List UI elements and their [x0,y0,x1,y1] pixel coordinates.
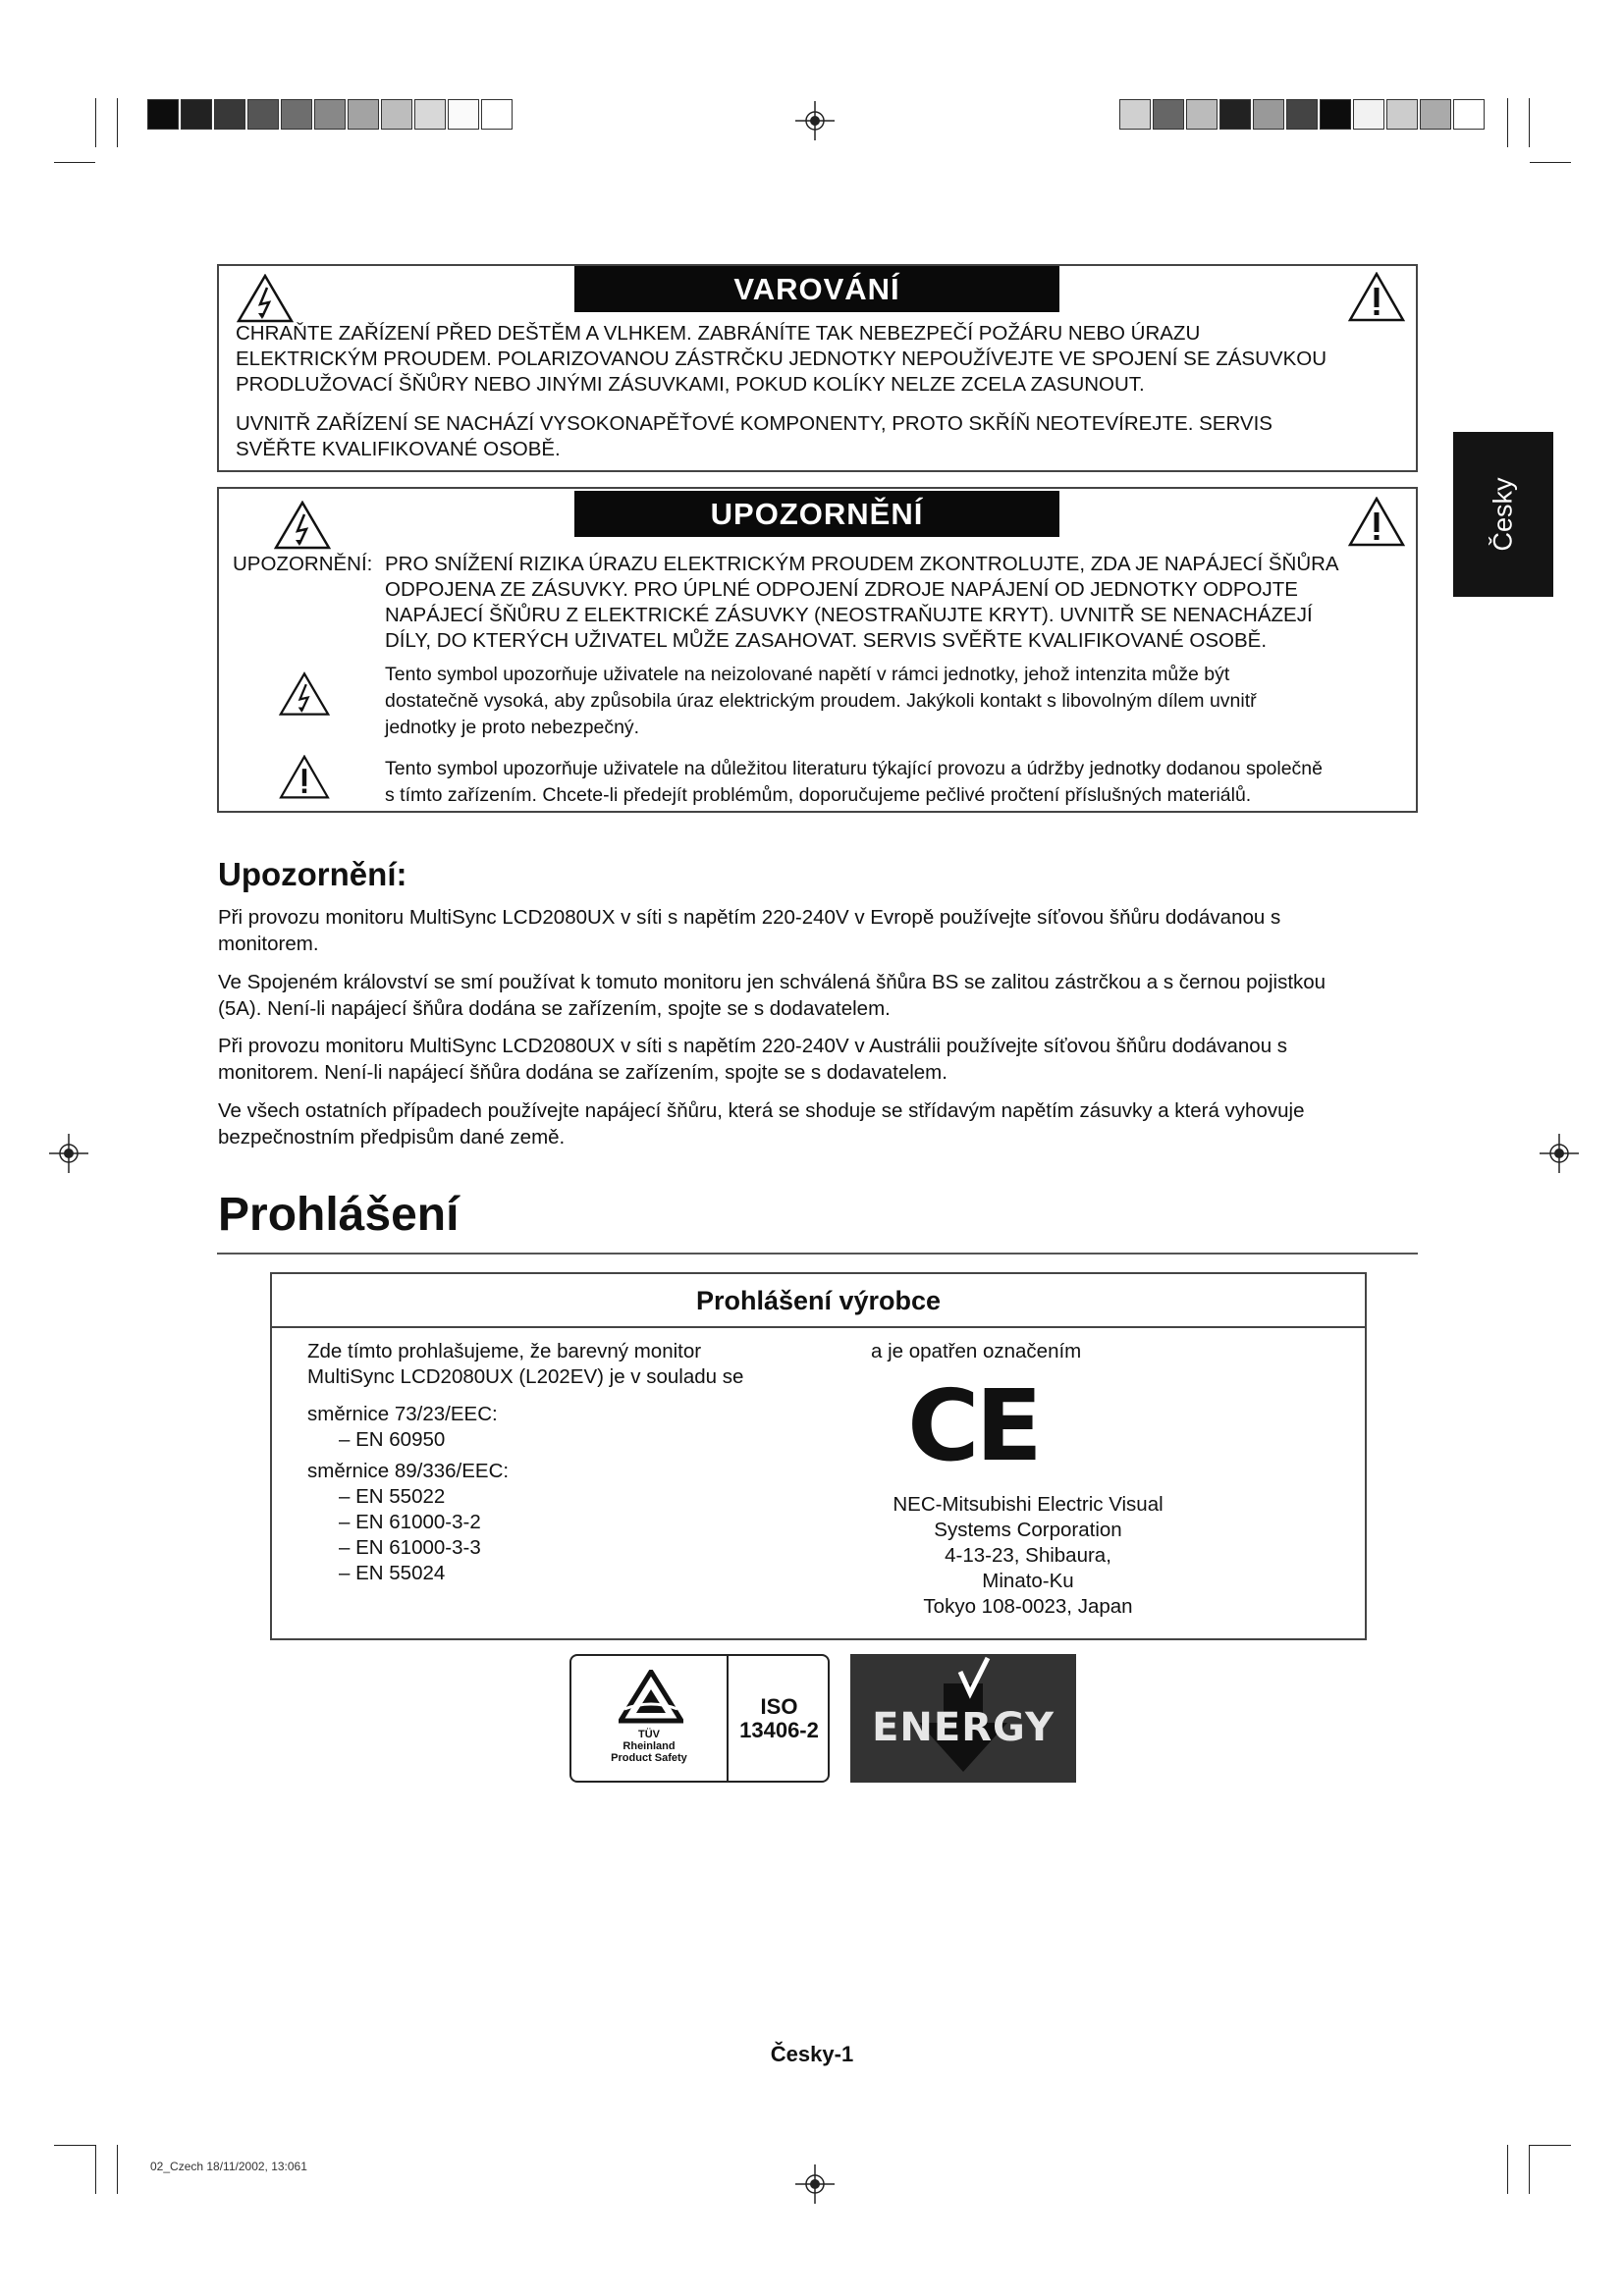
tuv-triangle-icon [619,1670,683,1725]
declaration-heading: Prohlášení [218,1189,460,1241]
warning-text: CHRAŇTE ZAŘÍZENÍ PŘED DEŠTĚM A VLHKEM. ZABRÁNÍTE TAK NEBEZPEČÍ POŽÁRU NEBO ÚRAZU ELEKTRICKÝM PROUDEM. POLARIZOVANOU ZÁSTRČKU JEDNOTKY NEPOUŽÍVEJTE VE SPOJENÍ SE ZÁSUVKOU PRODLUŽOVACÍ ŠŇŮRY NEBO JINÝMI ZÁSUVKAMI, POKUD KOLÍKY NELZE ZCELA ZASUNOUT. UVNITŘ ZAŘÍZENÍ SE NACHÁZÍ VYSOKONAPĚŤOVÉ KOMPONENTY, PROTO SKŘÍŇ NEOTEVÍREJTE. SERVIS SVĚŘTE KVALIFIKOVANÉ OSOBĚ. [236,322,1326,460]
exclamation-symbol-description: Tento symbol upozorňuje uživatele na důležitou literaturu týkající provozu a údržby jednotky dodanou společně s tímto zařízením. Chcete-li předejít problémům, doporučujeme pečlivé pročtení příslušných materiálů. [385,758,1323,806]
warning-box [217,264,1418,472]
registration-mark-icon [1540,1134,1579,1173]
notice-paragraph: Ve Spojeném království se smí používat k tomuto monitoru jen schválená šňůra BS se zalitou zástrčkou a s černou pojistkou (5A). Není-li napájecí šňůra dodána se zařízením, spojte se s dodavatelem. [218,971,1326,1020]
directive-73-23: směrnice 73/23/EEC: – EN 60950 [307,1403,498,1451]
declaration-box-title: Prohlášení výrobce [272,1274,1365,1328]
tuv-label: TÜV Rheinland Product Safety [611,1729,687,1764]
caution-box [217,487,1418,813]
registration-mark-icon [795,101,835,140]
lightning-warning-icon [274,501,331,550]
lightning-symbol-description: Tento symbol upozorňuje uživatele na neizolované napětí v rámci jednotky, jehož intenzita může být dostatečně vysoká, aby způsobila úraz elektrickým proudem. Jakýkoli kontakt s libovolným dílem uvnitř jednotky je proto nebezpečný. [385,664,1257,738]
registration-mark-icon [49,1134,88,1173]
ce-mark-icon: CE [907,1368,1039,1483]
language-tab-label: Česky [1488,477,1518,552]
color-bar-right [1119,99,1487,132]
declaration-box [270,1272,1367,1640]
marking-statement: a je opatřen označením [871,1340,1082,1362]
heading-divider [217,1253,1418,1255]
notice-paragraph: Při provozu monitoru MultiSync LCD2080UX v síti s napětím 220-240V v Evropě používejte síťovou šňůru dodávanou s monitorem. [218,906,1281,955]
lightning-warning-icon [279,671,330,717]
warning-title: VAROVÁNÍ [574,266,1059,312]
print-slug: 02_Czech 18/11/2002, 13:061 [150,2160,307,2173]
exclamation-warning-icon [1348,272,1405,323]
notice-paragraph: Ve všech ostatních případech používejte napájecí šňůru, která se shoduje se střídavým napětím zásuvky a která vyhovuje bezpečnostním předpisům dané země. [218,1099,1305,1148]
caution-title: UPOZORNĚNÍ [574,491,1059,537]
iso-label: ISO 13406-2 [739,1694,819,1742]
manufacturer-address: NEC-Mitsubishi Electric Visual Systems Corporation 4-13-23, Shibaura, Minato-Ku Tokyo 108-0023, Japan [893,1493,1164,1618]
notice-heading: Upozornění: [218,856,407,892]
color-bar-left [147,99,514,132]
directive-89-336: směrnice 89/336/EEC: – EN 55022 – EN 61000-3-2 – EN 61000-3-3 – EN 55024 [307,1460,510,1584]
exclamation-warning-icon [1348,497,1405,548]
caution-text: PRO SNÍŽENÍ RIZIKA ÚRAZU ELEKTRICKÝM PROUDEM ZKONTROLUJTE, ZDA JE NAPÁJECÍ ŠŇŮRA ODPOJENA ZE ZÁSUVKY. PRO ÚPLNÉ ODPOJENÍ ZDROJE NAPÁJENÍ OD JEDNOTKY ODPOJTE NAPÁJECÍ ŠŇŮRU Z ELEKTRICKÉ ZÁSUVKY (NEOSTRAŇUJTE KRYT). UVNITŘ SE NENACHÁZEJÍ DÍLY, DO KTERÝCH UŽIVATEL MŮŽE ZASAHOVAT. SERVIS SVĚŘTE KVALIFIKOVANÉ OSOBĚ. [385,553,1339,652]
registration-mark-icon [795,2164,835,2204]
tuv-iso-logo [569,1654,830,1783]
language-tab [1453,432,1553,597]
exclamation-warning-icon [279,755,330,800]
caution-label: UPOZORNĚNÍ: [233,553,373,575]
energy-label: ENERGY [872,1705,1055,1750]
lightning-warning-icon [237,274,294,323]
notice-paragraph: Při provozu monitoru MultiSync LCD2080UX v síti s napětím 220-240V v Austrálii používejte síťovou šňůru dodávanou s monitorem. Není-li napájecí šňůra dodána se zařízením, spojte se s dodavatelem. [218,1035,1288,1084]
declaration-intro: Zde tímto prohlašujeme, že barevný monitor MultiSync LCD2080UX (L202EV) je v souladu se [307,1340,744,1388]
energy-star-logo [850,1654,1076,1783]
page-number: Česky-1 [770,2042,854,2066]
